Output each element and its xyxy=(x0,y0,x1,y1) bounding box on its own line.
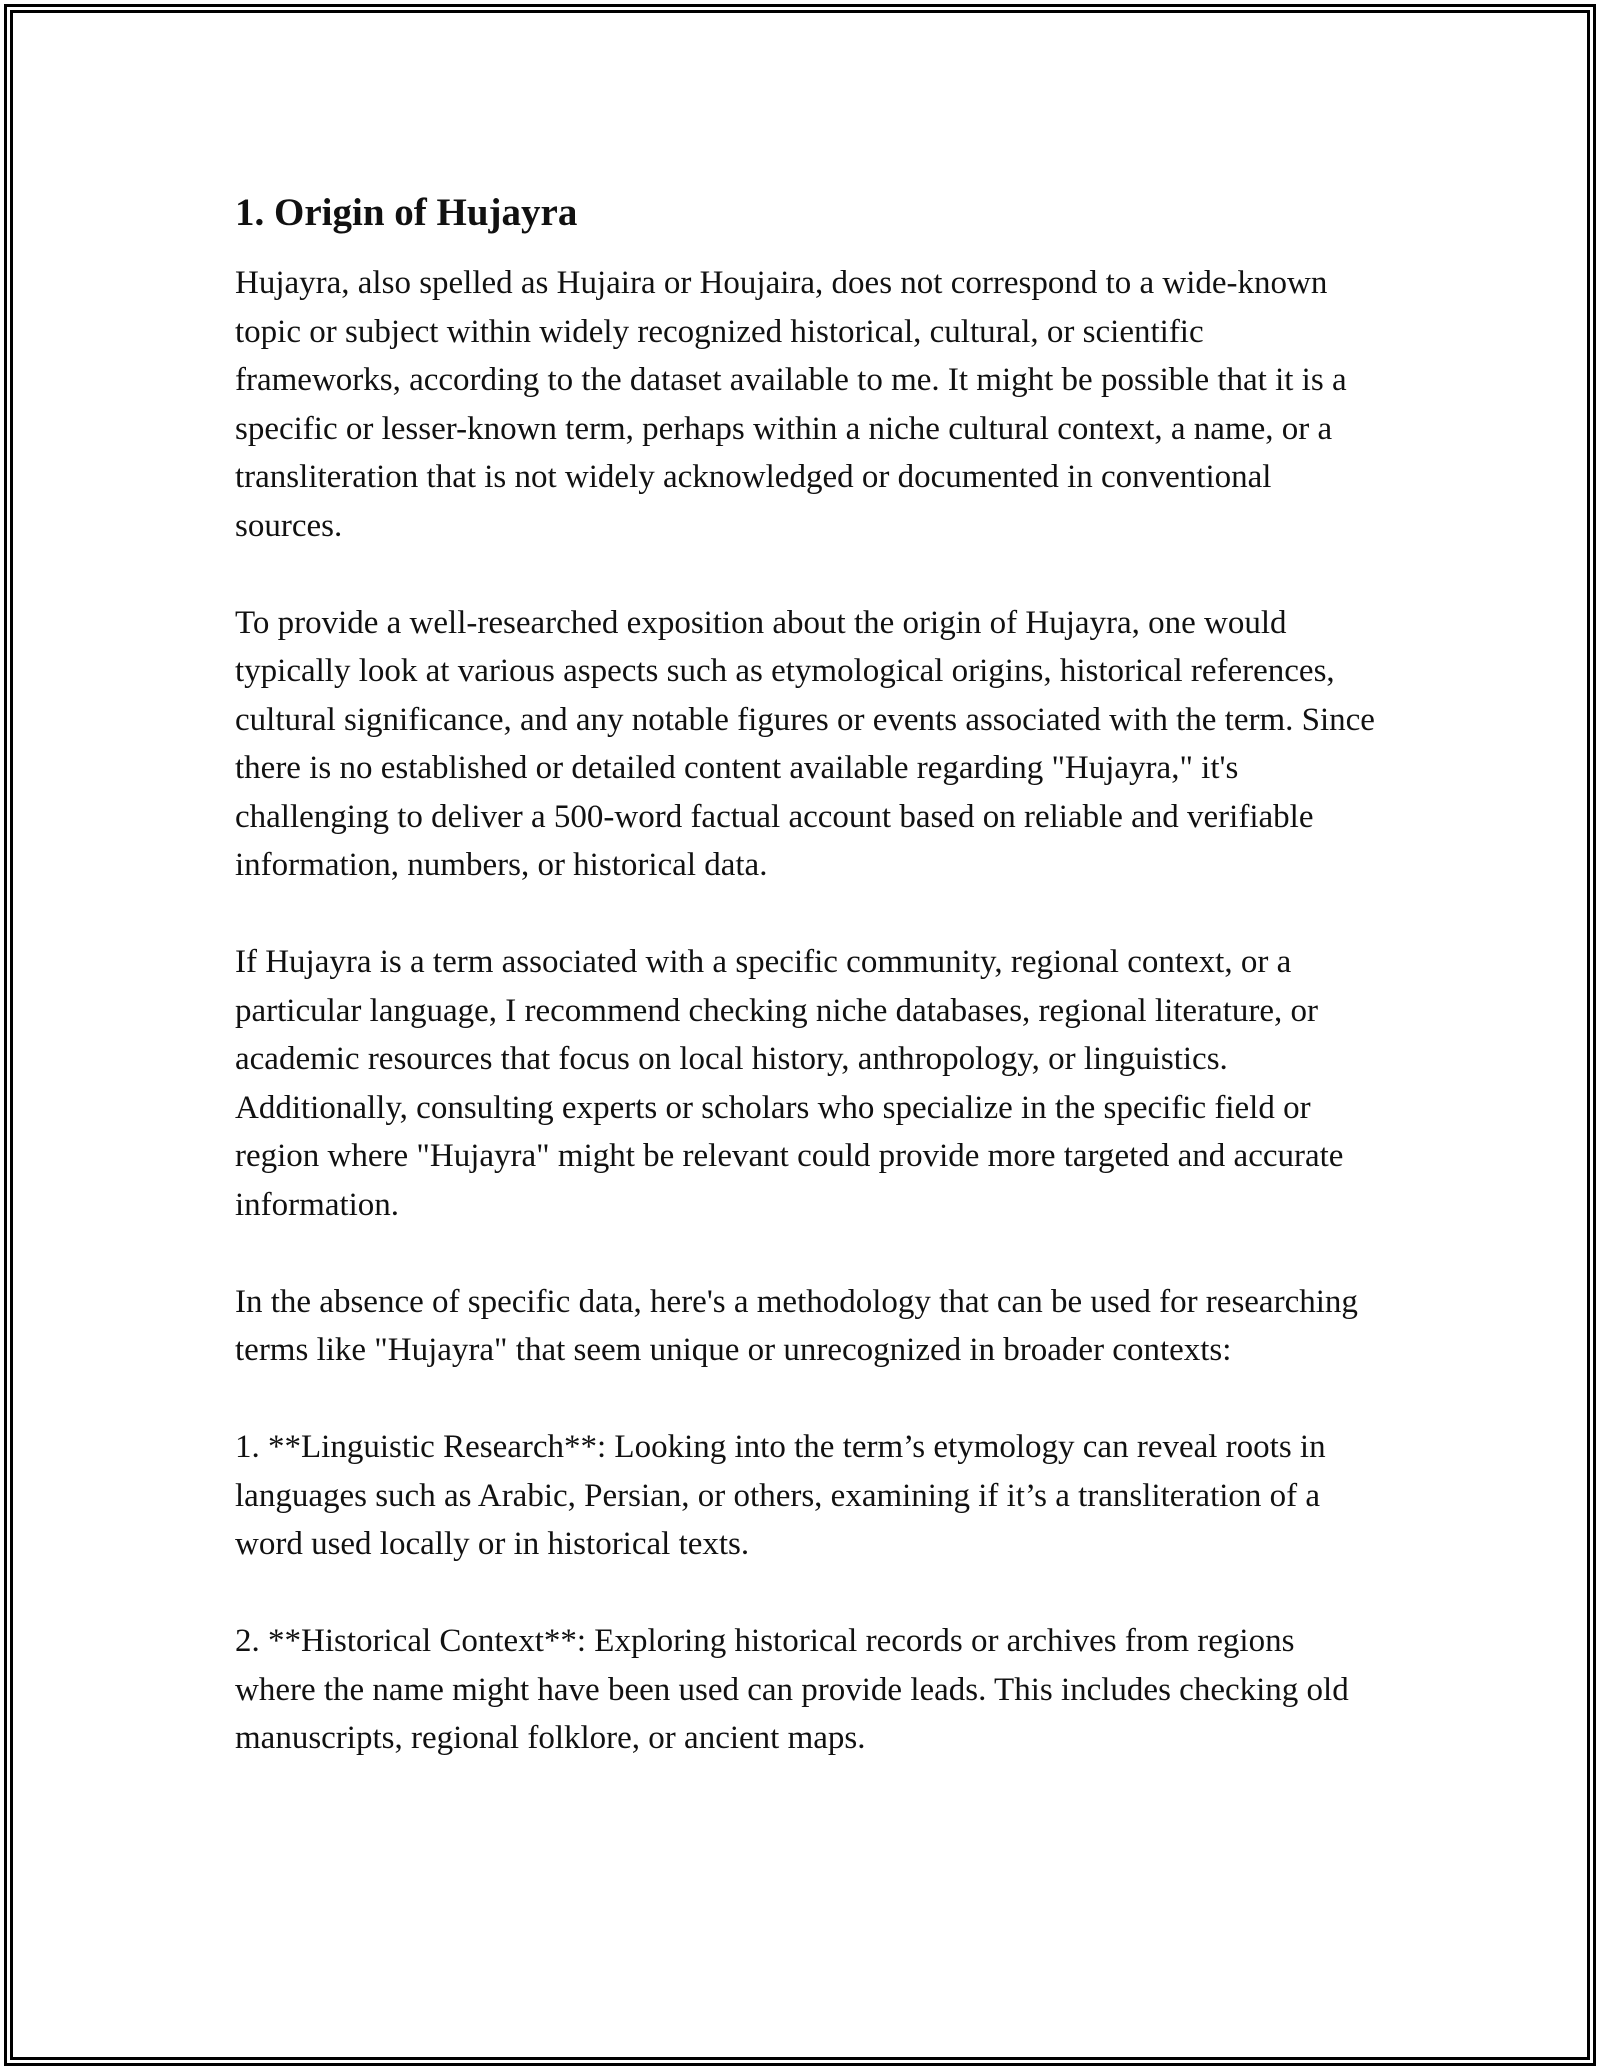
paragraph-exposition: To provide a well-researched exposition about the origin of Hujayra, one would typically look at various aspects such as etymological origins, historical references, cultural significance, and any notable figures or events associated with the term. Since there is no established or detailed content available regarding "Hujayra," it's challenging to deliver a 500-word factual account based on reliable and verifiable information, numbers, or historical data. xyxy=(235,604,1375,883)
document-body xyxy=(235,185,1375,1811)
paragraph-intro: Hujayra, also spelled as Hujaira or Houjaira, does not correspond to a wide-known topic or subject within widely recognized historical, cultural, or scientific frameworks, according to the dataset available to me. It might be possible that it is a specific or lesser-known term, perhaps within a niche cultural context, a name, or a transliteration that is not widely acknowledged or documented in conventional sources. xyxy=(235,265,1347,544)
paragraph-methodology-intro: In the absence of specific data, here's a methodology that can be used for researching terms like "Hujayra" that seem unique or unrecognized in broader contexts: xyxy=(235,1283,1358,1368)
paragraph-recommendation: If Hujayra is a term associated with a specific community, regional context, or a particular language, I recommend checking niche databases, regional literature, or academic resources that focus on local history, anthropology, or linguistics. Additionally, consulting experts or scholars who specialize in the specific field or region where "Hujayra" might be relevant could provide more targeted and accurate information. xyxy=(235,944,1344,1223)
list-item-historical-context: 2. **Historical Context**: Exploring historical records or archives from regions where the name might have been used can provide leads. This includes checking old manuscripts, regional folklore, or ancient maps. xyxy=(235,1623,1349,1756)
section-heading: 1. Origin of Hujayra xyxy=(235,191,578,234)
list-item-linguistic-research: 1. **Linguistic Research**: Looking into the term’s etymology can reveal roots in languages such as Arabic, Persian, or others, examining if it’s a transliteration of a word used locally or in historical texts. xyxy=(235,1429,1326,1562)
